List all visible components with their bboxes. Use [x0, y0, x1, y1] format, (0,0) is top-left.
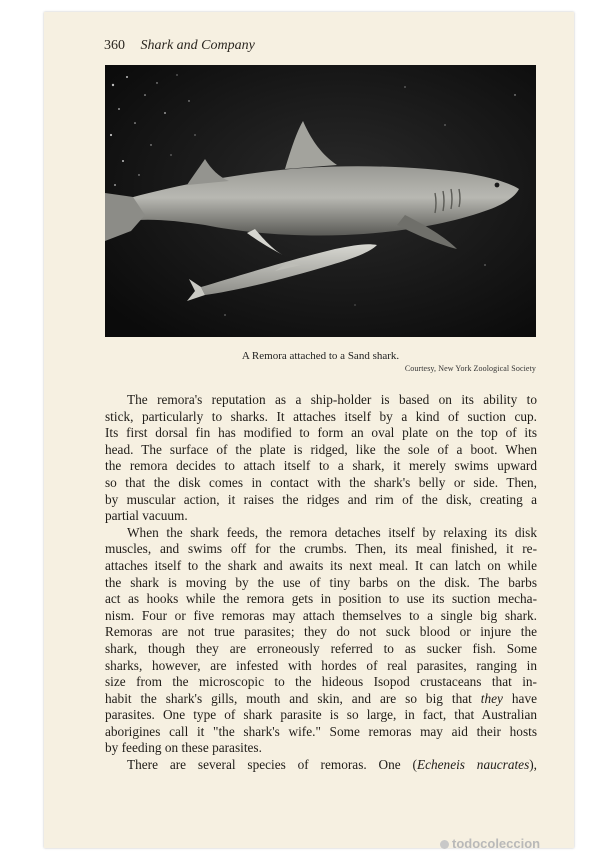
text-emphasis: they: [480, 690, 503, 706]
book-page: [44, 12, 574, 848]
text-line: nism. Four or five remoras may attach themselves to a single big shark.: [105, 607, 537, 623]
shark-photograph: [105, 65, 536, 337]
text-line: act as hooks while the remora gets in position to use its suction mecha-: [105, 591, 537, 607]
species-name: Echeneis naucrates: [416, 757, 530, 773]
text-line: so that the disk comes in contact with the shark's belly or side. Then,: [105, 474, 537, 490]
text-segment: ),: [529, 757, 538, 773]
text-line: When the shark feeds, the remora detaches itself by relaxing its disk: [127, 524, 537, 540]
text-line: [105, 691, 537, 708]
text-segment: have: [511, 690, 538, 706]
text-line: parasites. One type of shark parasite is so large, in fact, that Australian: [105, 707, 537, 723]
text-line: The remora's reputation as a ship-holder is based on its ability to: [127, 392, 537, 407]
text-line: Its first dorsal fin has modified to form an oval plate on the top of its: [105, 425, 537, 441]
body-text: [105, 392, 537, 774]
text-line: Remoras are not true parasites; they do not suck blood or injure the: [105, 624, 537, 640]
text-segment: habit the shark's gills, mouth and skin, and are so big that: [105, 690, 472, 706]
watermark: [440, 836, 540, 851]
text-line: the remora decides to attach itself to a shark, it merely swims upward: [105, 458, 537, 474]
watermark-text: todocoleccion: [452, 836, 541, 851]
page-number: 360: [104, 38, 125, 53]
watermark-logo-icon: [440, 840, 449, 849]
running-title: Shark and Company: [140, 38, 255, 53]
text-segment: There are several species of remoras. One (: [127, 757, 417, 773]
text-line: by feeding on these parasites.: [105, 740, 262, 756]
figure-credit: Courtesy, New York Zoological Society: [404, 364, 536, 373]
page-header: [104, 38, 255, 54]
text-line: the shark is moving by the use of tiny barbs on the disk. The barbs: [105, 574, 537, 590]
text-line: stick, particularly to sharks. It attaches itself by a kind of suction cup.: [105, 408, 537, 424]
text-line: head. The surface of the plate is ridged, like the sole of a boot. When: [105, 441, 537, 457]
text-line: partial vacuum.: [105, 508, 188, 524]
text-line: size from the microscopic to the hideous Isopod crustaceans that in-: [105, 674, 537, 690]
text-line: by muscular action, it raises the ridges and rim of the disk, creating a: [105, 491, 537, 507]
text-line: [105, 757, 537, 774]
figure-caption: A Remora attached to a Sand shark.: [241, 350, 400, 362]
text-line: shark, though they are erroneously referred to as sucker fish. Some: [105, 640, 537, 656]
text-line: muscles, and swims off for the crumbs. Then, its meal finished, it re-: [105, 541, 537, 557]
text-line: aborigines call it "the shark's wife." Some remoras may aid their hosts: [105, 723, 537, 739]
text-line: attaches itself to the shark and awaits its next meal. It can latch on while: [105, 557, 537, 573]
text-line: sharks, however, are infested with hordes of real parasites, ranging in: [105, 657, 537, 673]
